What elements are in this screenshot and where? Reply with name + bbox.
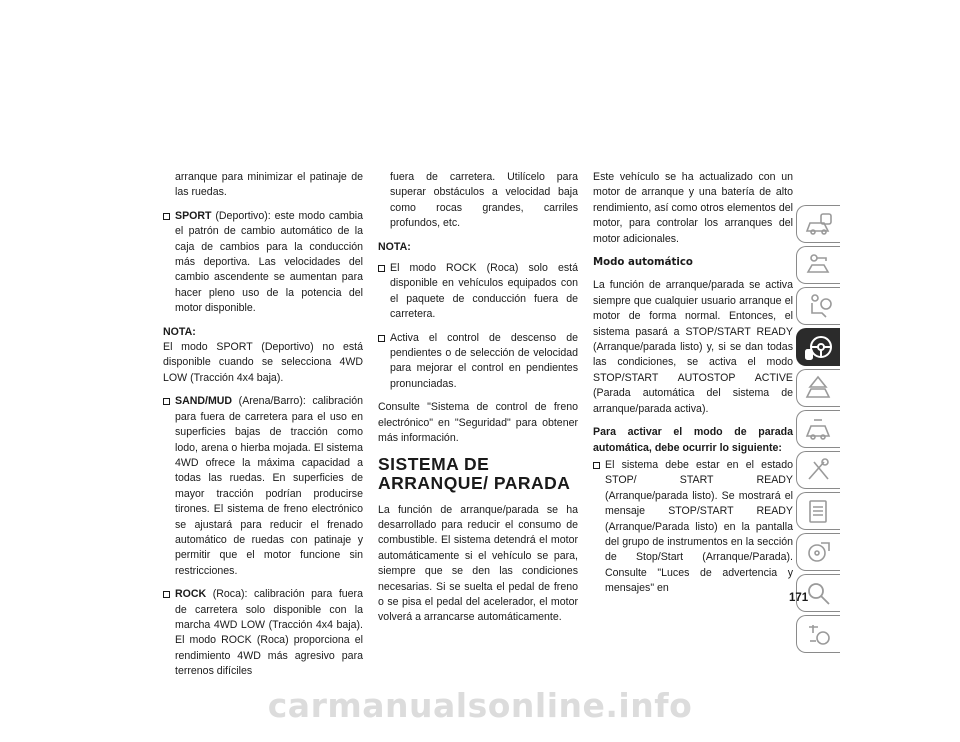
tab-car-info[interactable] (796, 205, 840, 243)
list-item-sand-mud (163, 394, 363, 579)
index-search-icon (804, 580, 834, 607)
keyword-sand-mud: SAND/MUD (175, 395, 233, 408)
note-title: NOTA: (378, 240, 411, 253)
paragraph-consulte: Consulte "Sistema de control de freno electrónico" en "Seguridad" para obtener más información. (378, 401, 578, 445)
paragraph-stop-start: La función de arranque/parada se ha desarrollado para reducir el consumo de combustible. El sistema detendrá el motor automáticamente si el vehículo se para, siempre que se den las condiciones necesarias. Si se suelta el pedal de freno o se pisa el pedal del acelerador, el motor volverá a arrancarse automáticamente. (378, 503, 578, 624)
checkbox-bullet-icon (378, 335, 385, 342)
checkbox-bullet-icon (378, 265, 385, 272)
column-middle (378, 170, 578, 634)
paragraph-auto-mode: La función de arranque/parada se activa siempre que cualquier usuario arranque el motor de forma normal. Entonces, el sistema pasará a STOP/START READY (Arranque/parada listo) y, si se dan todas las condiciones, se activa el modo STOP/START AUTOSTOP ACTIVE (Parada automática del sistema de arranque/parada activa). (593, 279, 793, 415)
watermark: carmanualsonline.info (267, 686, 693, 725)
car-service-icon (804, 416, 834, 443)
bullet-text: Activa el control de descenso de pendientes o de selección de velocidad para mejorar el control en pendientes pronunciadas. (390, 331, 578, 390)
list-item-sport (163, 209, 363, 317)
tab-warnings[interactable] (796, 369, 840, 407)
list-item-stop-start-ready (593, 458, 793, 597)
multimedia-icon (804, 539, 834, 566)
tab-specifications[interactable] (796, 492, 840, 530)
keyword-rock: ROCK (175, 588, 207, 601)
subsection-heading: Modo automático (593, 257, 693, 269)
column-left (163, 170, 363, 688)
sport-description: (Deportivo): este modo cambia el patrón de cambio automático de la caja de cambios para la conducción más deportiva. Las velocidades del cambio ascendente se aumentan para hacer pleno uso de la potencia del motor disponible. (175, 209, 363, 315)
steering-wheel-icon (804, 334, 834, 361)
paragraph-intro: Este vehículo se ha actualizado con un motor de arranque y una batería de alto rendimiento, así como otros elementos del motor, para controlar los arranques del motor adicionales. (593, 171, 793, 245)
checkbox-bullet-icon (593, 462, 600, 469)
checkbox-bullet-icon (163, 591, 170, 598)
key-lock-icon (804, 252, 834, 279)
tab-keys-locks[interactable] (796, 246, 840, 284)
keyword-sport: SPORT (175, 209, 212, 222)
sand-mud-description: (Arena/Barro): calibración para fuera de carretera para el uso en superficies bajas de tracción como lodo, arena o hierba mojada. El sistema 4WD ofrece la máxima capacidad a todas las ruedas. En superficies de mayor tracción podrían producirse tirones. El sistema de freno electrónico se ajustará para reducir el frenado automático de ruedas con patinaje y permitir que el motor funcione sin restricciones. (175, 395, 363, 577)
maintenance-tools-icon (804, 457, 834, 484)
tab-safety[interactable] (796, 287, 840, 325)
list-item-rock-availability (378, 261, 578, 323)
tab-multimedia[interactable] (796, 533, 840, 571)
page-number: 171 (789, 592, 809, 604)
car-info-icon (804, 211, 834, 238)
rock-description: (Roca): calibración para fuera de carretera solo disponible con la marcha 4WD LOW (Tracción 4x4 baja). El modo ROCK (Roca) proporciona el rendimiento 4WD más agresivo para terrenos difíciles (175, 588, 363, 678)
note-text: El modo SPORT (Deportivo) no está disponible cuando se selecciona 4WD LOW (Tracción 4x4 baja). (163, 341, 363, 384)
paragraph-intro: arranque para minimizar el patinaje de las ruedas. (175, 171, 363, 199)
list-item-descent-control (378, 331, 578, 393)
list-item-rock (163, 587, 363, 679)
paragraph-conditions: Para activar el modo de parada automática, debe ocurrir lo siguiente: (593, 426, 793, 454)
note-title: NOTA: (163, 325, 196, 338)
tab-maintenance[interactable] (796, 451, 840, 489)
checkbox-bullet-icon (163, 213, 170, 220)
tab-languages[interactable] (796, 615, 840, 653)
column-right (593, 170, 793, 605)
chapter-tabs (796, 205, 842, 656)
checkbox-bullet-icon (163, 398, 170, 405)
language-icon (804, 621, 834, 648)
airbag-seat-icon (804, 293, 834, 320)
warning-car-icon (804, 375, 834, 402)
bullet-text: El modo ROCK (Roca) solo está disponible en vehículos equipados con el paquete de conducción fuera de carretera. (390, 262, 578, 321)
specs-list-icon (804, 498, 834, 525)
tab-driving[interactable] (796, 328, 840, 366)
paragraph-continued: fuera de carretera. Utilícelo para superar obstáculos a velocidad baja como rocas grandes, carriles profundos, etc. (390, 171, 578, 230)
tab-emergency[interactable] (796, 410, 840, 448)
section-heading: SISTEMA DE ARRANQUE/ PARADA (378, 453, 571, 493)
bullet-text: El sistema debe estar en el estado STOP/ START READY (Arranque/parada listo). Se mostrará el mensaje STOP/START READY (Arranque/Parada listo) en la pantalla del grupo de instrumentos en la sección de Stop/Start (Arranque/Parada). Consulte "Luces de advertencia y mensajes" en (605, 458, 793, 595)
